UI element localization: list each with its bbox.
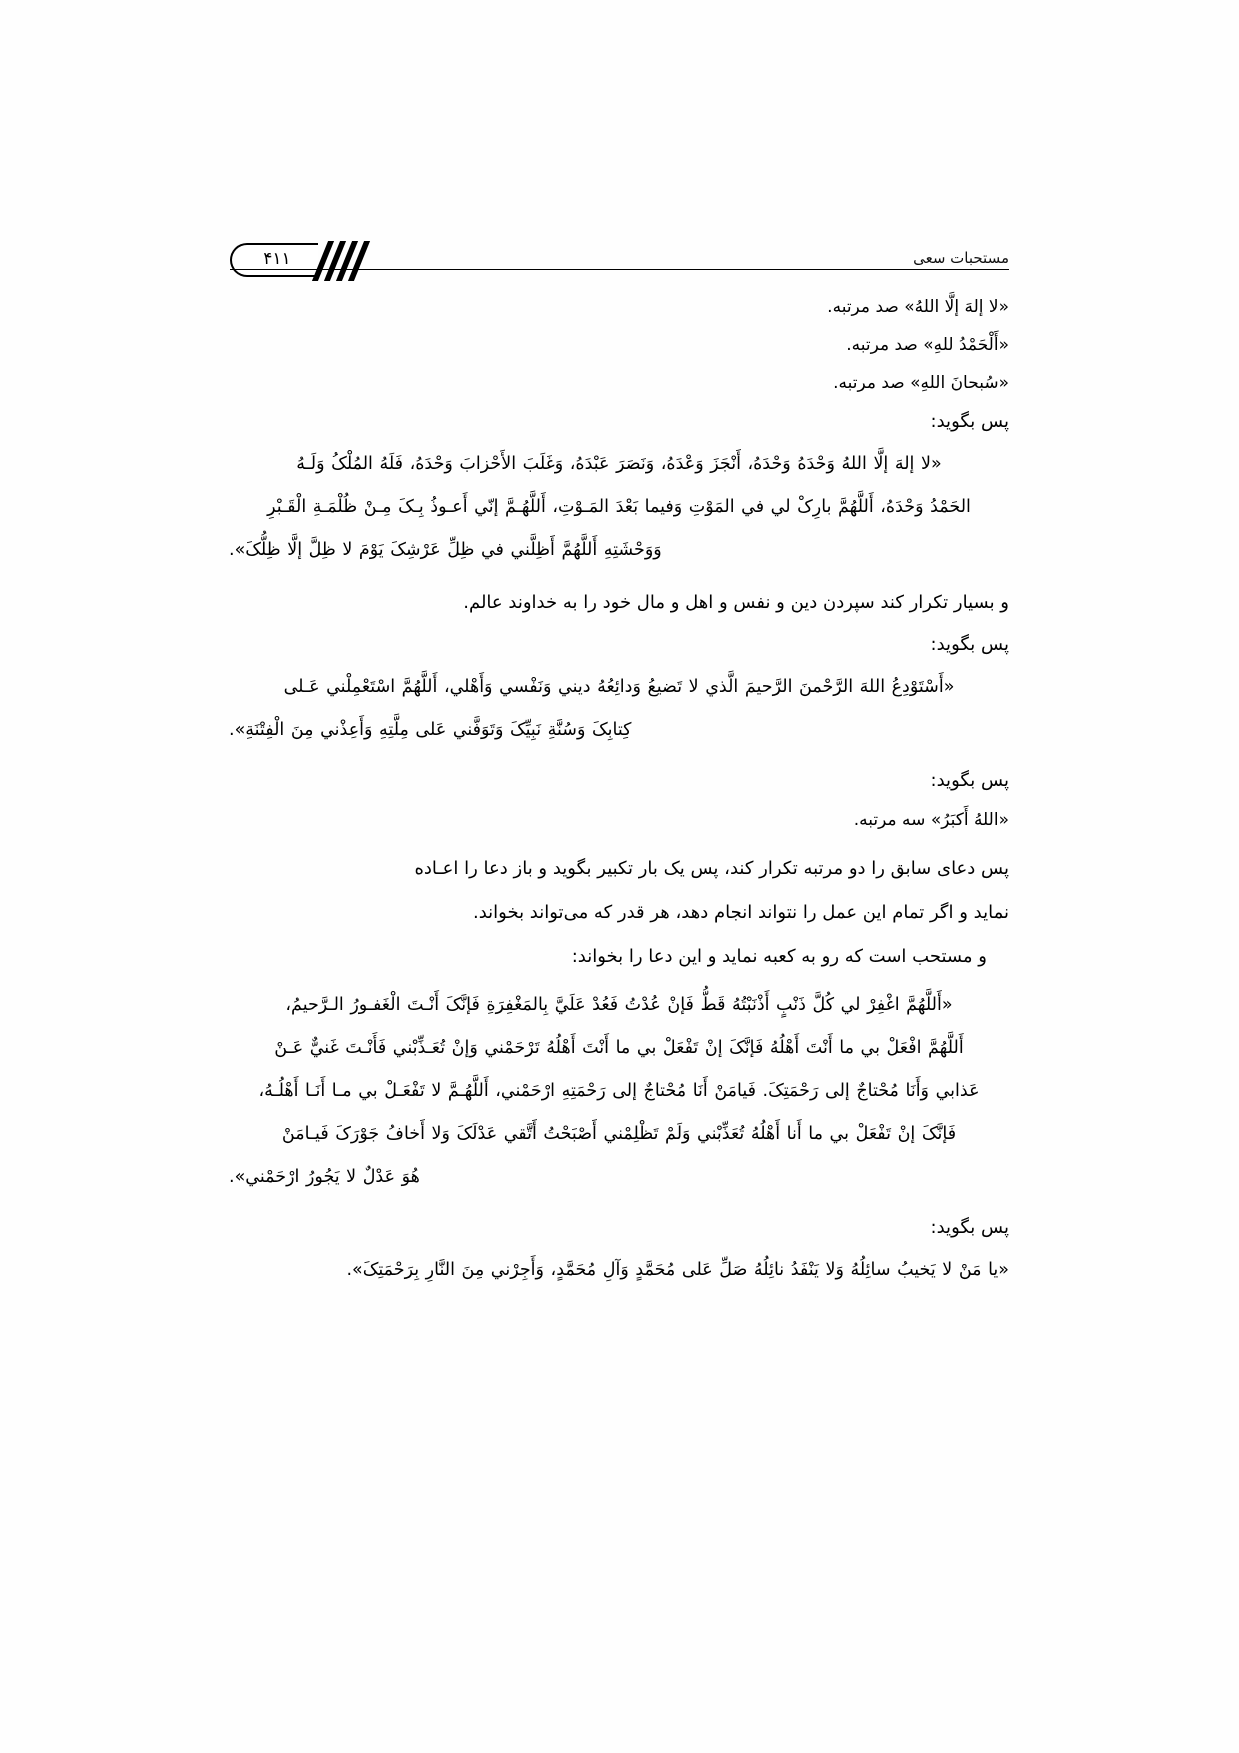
formula-line: «اللهُ أَکبَرُ» سه مرتبه.	[853, 810, 1009, 830]
arabic-line: «يا مَنْ لا يَخيبُ سائِلُهُ وَلا يَنْفَدُ نائِلُهُ صَلِّ عَلى مُحَمَّدٍ وَآلِ مُحَمَّدٍ، وَأَجِرْني مِنَ النَّارِ بِرَحْمَتِکَ».	[346, 1260, 1009, 1280]
arabic-line: فَإنَّکَ إنْ تَفْعَلْ بي ما أَنا أَهْلُهُ تُعَذِّبْني وَلَمْ تَظْلِمْني أَصْبَحْتُ أَتَّقي عَدْلَکَ وَلا أَخافُ جَوْرَکَ فَيـامَنْ	[281, 1124, 957, 1144]
cue-line: پس بگويد:	[930, 770, 1009, 791]
page-number: ۴۱۱	[263, 248, 291, 269]
arabic-line: وَوَحْشَتِهِ أَللَّهُمَّ أَظِلَّني في ظِلِّ عَرْشِکَ يَوْمَ لا ظِلَّ إلَّا ظِلُّکَ».	[229, 540, 662, 560]
cue-line: پس بگويد:	[930, 634, 1009, 655]
supplication-block	[229, 985, 1009, 1198]
arabic-line: «لا إلهَ إلَّا اللهُ وَحْدَهُ وَحْدَهُ، أَنْجَزَ وَعْدَهُ، وَنَصَرَ عَبْدَهُ، وَغَلَبَ الأَحْزابَ وَحْدَهُ، فَلَهُ المُلْکُ وَلَـهُ	[296, 454, 942, 474]
page-body	[229, 288, 1009, 1293]
formula-line: «سُبحانَ اللهِ» صد مرتبه.	[833, 373, 1009, 393]
arabic-line: کِتابِکَ وَسُنَّةِ نَبِيِّکَ وَتَوَفَّني عَلى مِلَّتِهِ وَأَعِذْني مِنَ الْفِتْنَةِ».	[229, 720, 632, 740]
supplication-block	[229, 444, 1009, 571]
arabic-line: أَللَّهُمَّ افْعَلْ بي ما أَنْتَ أَهْلُهُ فَإنَّکَ إنْ تَفْعَلْ بي ما أَنْتَ أَهْلُهُ تَرْحَمْني وَإنْ تُعَـذِّبْني فَأَنْـتَ غَنيٌّ عَـنْ	[274, 1038, 964, 1058]
page-header	[230, 222, 1009, 282]
prose-paragraph: و مستحب است که رو به کعبه نمايد و اين دعا را بخواند:	[571, 946, 987, 967]
prose-paragraph: و بسيار تکرار کند سپردن دين و نفس و اهل و مال خود را به خداوند عالم.	[463, 592, 1009, 613]
arabic-line: «أَللَّهُمَّ اغْفِرْ لي کُلَّ ذَنْبٍ أَذْنَبْتُهُ قَطُّ فَإنْ عُدْتُ فَعُدْ عَلَيَّ بِالمَغْفِرَةِ فَإنَّکَ أَنْـتَ الْغَفـورُ الـرَّحيمُ،	[285, 995, 953, 1015]
prose-line: پس دعاى سابق را دو مرتبه تکرار کند، پس يک بار تکبير بگويد و باز دعا را اعـاده	[414, 858, 1009, 879]
supplication-block	[229, 667, 1009, 751]
formula-line: «لا إلهَ إلَّا اللهُ» صد مرتبه.	[827, 297, 1009, 317]
arabic-line: عَذابي وَأَنَا مُحْتاجٌ إلى رَحْمَتِکَ. فَيامَنْ أَنَا مُحْتاجٌ إلى رَحْمَتِهِ ارْحَمْني، أَللَّهُـمَّ لا تَفْعَـلْ بي مـا أَنَـا أَهْلُـهُ،	[258, 1081, 980, 1101]
folio-badge	[230, 243, 370, 277]
arabic-line: الحَمْدُ وَحْدَهُ، أَللَّهُمَّ بارِکْ لي في المَوْتِ وَفيما بَعْدَ المَـوْتِ، أَللَّهُـمَّ إنّي أَعـوذُ بِـکَ مِـنْ ظُلْمَـةِ الْقَـبْرِ	[267, 497, 971, 517]
running-title: مستحبات سعی	[913, 249, 1009, 267]
cue-line: پس بگويد:	[930, 1217, 1009, 1238]
arabic-line: هُوَ عَدْلٌ لا يَجُورُ ارْحَمْني».	[229, 1167, 420, 1187]
arabic-line: «أَسْتَوْدِعُ اللهَ الرَّحْمنَ الرَّحيمَ الَّذي لا تَضيعُ وَدائِعُهُ ديني وَنَفْسي وَأَهْلي، أَللَّهُمَّ اسْتَعْمِلْني عَـلى	[283, 677, 955, 697]
folio-box	[230, 243, 318, 277]
prose-block	[229, 847, 1009, 935]
cue-line: پس بگوید:	[930, 411, 1009, 432]
folio-stripes-icon	[318, 243, 370, 277]
formula-line: «أَلْحَمْدُ للهِ» صد مرتبه.	[846, 335, 1009, 355]
header-rule	[230, 269, 1009, 270]
prose-line: نمايد و اگر تمام اين عمل را نتواند انجام دهد، هر قدر که مى‌تواند بخواند.	[472, 902, 1009, 923]
